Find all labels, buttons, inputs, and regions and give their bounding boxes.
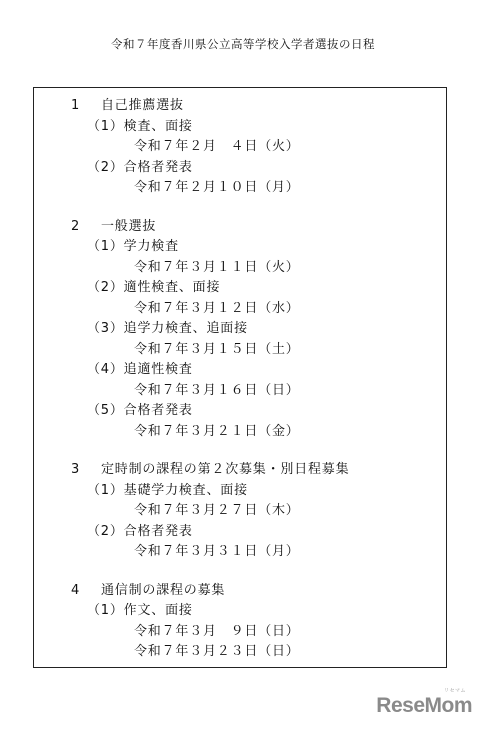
schedule-date: 令和７年３月１６日（日） [134, 382, 300, 398]
section-title: 通信制の課程の募集 [101, 582, 226, 598]
schedule-date: 令和７年３月２３日（日） [134, 644, 300, 659]
section-heading [34, 460, 446, 481]
schedule-item-label: （1）検査、面接 [87, 118, 193, 134]
section-heading [34, 217, 446, 238]
schedule-item-label: （5）合格者発表 [87, 403, 193, 418]
section-heading [34, 581, 446, 602]
section-heading [34, 96, 446, 117]
schedule-box [33, 87, 447, 668]
section-number: 1 [71, 98, 81, 113]
schedule-item-label: （2）合格者発表 [87, 523, 193, 539]
schedule-section [34, 217, 446, 443]
schedule-date: 令和７年３月２１日（金） [134, 423, 300, 439]
schedule-content [34, 96, 446, 681]
schedule-date: 令和７年２月１０日（月） [134, 180, 300, 195]
schedule-section [34, 96, 446, 199]
schedule-item-label: （1）作文、面接 [87, 603, 193, 618]
schedule-date: 令和７年３月２７日（木） [134, 503, 300, 518]
section-number: 4 [71, 582, 81, 598]
schedule-date: 令和７年３月 ９日（日） [134, 623, 300, 639]
schedule-item-label: （4）追適性検査 [87, 362, 193, 377]
schedule-date: 令和７年３月１５日（土） [134, 341, 300, 357]
schedule-date: 令和７年３月１１日（火） [134, 259, 300, 275]
section-number: 3 [71, 462, 81, 477]
document-title: 令和７年度香川県公立高等学校入学者選抜の日程 [111, 37, 375, 51]
schedule-date: 令和７年３月１２日（水） [134, 300, 300, 316]
schedule-item-label: （2）合格者発表 [87, 159, 193, 175]
section-title: 定時制の課程の第２次募集・別日程募集 [101, 462, 350, 477]
schedule-date: 令和７年３月３１日（月） [134, 544, 300, 559]
schedule-item-label: （1）基礎学力検査、面接 [87, 482, 248, 498]
logo-text: ReseMom [376, 694, 472, 717]
section-title: 一般選抜 [101, 218, 157, 234]
section-title: 自己推薦選抜 [101, 98, 184, 113]
schedule-item-label: （2）適性検査、面接 [87, 280, 221, 295]
logo-subtext: リセマム [444, 688, 466, 694]
schedule-item-label: （3）追学力検査、追面接 [87, 321, 248, 336]
schedule-item-label: （1）学力検査 [87, 239, 179, 254]
schedule-section [34, 460, 446, 563]
resemom-logo [376, 688, 472, 718]
schedule-section [34, 581, 446, 663]
schedule-date: 令和７年２月 ４日（火） [134, 139, 300, 154]
section-number: 2 [71, 218, 81, 234]
